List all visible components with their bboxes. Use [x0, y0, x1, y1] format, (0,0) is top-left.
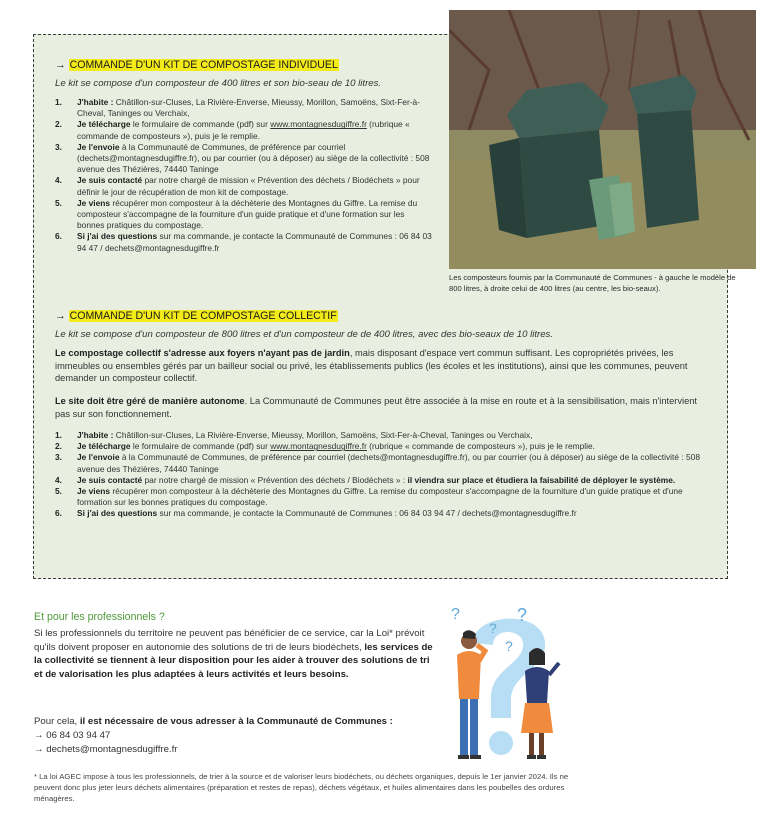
contact-paragraph: Pour cela, il est nécessaire de vous adresser à la Communauté de Communes : [34, 716, 393, 727]
section1-heading [55, 59, 339, 71]
phone-line [34, 729, 110, 743]
list-item: 2. Je télécharge le formulaire de commande (pdf) sur www.montagnesdugiffre.fr (rubrique « commande de composteurs »), puis je le remplie. [55, 119, 410, 141]
footnote: * La loi AGEC impose à tous les professionnels, de trier à la source et de valoriser leurs biodéchets, ou déchets organiques, depuis le 1er janvier 2024. Ils ne peuvent donc plus jeter leurs déchets alimentaires (préparation et restes de repas), déchets végétaux, et huiles alimentaires dans les poubelles des ordures ménagères. [34, 772, 569, 803]
section2-heading [55, 310, 338, 322]
professionals-paragraph: Si les professionnels du territoire ne peuvent pas bénéficier de ce service, car la Loi* prévoit qu'ils doivent proposer en autonomie des solutions de tri de leurs biodéchets, les services de la collectivité se tiennent à leur disposition pour les aider à trouver des solutions de tri et de valorisation les plus adaptées à leurs activités et leurs besoins. [34, 628, 433, 680]
arrow-right-icon: → [34, 730, 44, 741]
arrow-right-icon: → [55, 310, 66, 322]
svg-text:?: ? [489, 620, 497, 636]
website-link[interactable]: www.montagnesdugiffre.fr [270, 441, 367, 452]
professionals-title: Et pour les professionnels ? [34, 611, 165, 623]
autonomy-paragraph: Le site doit être géré de manière autonome. La Communauté de Communes peut être associée à la mise en route et à la sensibilisation, mais n'intervient pas sur son fonctionnement. [55, 396, 698, 419]
svg-text:?: ? [505, 638, 513, 654]
list-item: 4. Je suis contacté par notre chargé de mission « Prévention des déchets / Biodéchets » : il viendra sur place et étudiera la faisabilité de déployer le système. [55, 474, 676, 485]
section2-steps [55, 430, 705, 520]
list-item: 5. Je viens récupérer mon composteur à la déchèterie des Montagnes du Giffre. La remise du composteur s'accompagne de la fourniture d'un guide pratique et d'une formation sur les bonnes pratiques du compostage. [55, 486, 683, 508]
list-item: 4. Je suis contacté par notre chargé de mission « Prévention des déchets / Biodéchets » pour définir le jour de récupération de mon kit de compostage. [55, 175, 420, 197]
question-people-illustration [433, 603, 575, 765]
phone-number[interactable]: 06 84 03 94 47 [46, 730, 111, 741]
section2-intro: Le kit se compose d'un composteur de 800 litres et d'un composteur de de 400 litres, avec des bio-seaux de 10 litres. [55, 329, 554, 340]
list-item: 3. Je l'envoie à la Communauté de Communes, de préférence par courriel (dechets@montagnesdugiffre.fr), ou par courrier (ou à déposer) au siège de la collectivité : 508 avenue des Thézières, 74440 Taninge [55, 141, 430, 175]
list-item: 1. J'habite : Châtillon-sur-Cluses, La Rivière-Enverse, Mieussy, Morillon, Samoëns, Sixt-Fer-à-Cheval, Taninges ou Verchaix, [55, 430, 533, 440]
photo-caption: Les composteurs fournis par la Communauté de Communes - à gauche le modèle de 800 litres, à droite celui de 400 litres (au centre, les bio-seaux). [449, 273, 736, 293]
email-line [34, 743, 177, 757]
website-link[interactable]: www.montagnesdugiffre.fr [270, 119, 367, 130]
list-item: 3. Je l'envoie à la Communauté de Communes, de préférence par courriel (dechets@montagnesdugiffre.fr), ou par courrier (ou à déposer) au siège de la collectivité : 508 avenue des Thézières, 74440 Taninge [55, 452, 700, 474]
composter-photo-icon [449, 10, 756, 269]
section1-intro: Le kit se compose d'un composteur de 400 litres et son bio-seau de 10 litres. [55, 78, 382, 89]
question-people-icon [433, 603, 575, 765]
email-link[interactable]: dechets@montagnesdugiffre.fr [46, 744, 178, 755]
arrow-right-icon: → [55, 59, 66, 71]
section1-title: COMMANDE D'UN KIT DE COMPOSTAGE INDIVIDUEL [69, 59, 338, 71]
svg-text:?: ? [517, 605, 528, 625]
svg-text:?: ? [451, 606, 460, 623]
list-item: 6. Si j'ai des questions sur ma commande, je contacte la Communauté de Communes : 06 84 03 94 47 / dechets@montagnesdugiffre.fr [55, 231, 432, 253]
composters-photo [449, 10, 756, 269]
collective-paragraph: Le compostage collectif s'adresse aux foyers n'ayant pas de jardin, mais disposant d'espace vert commun suffisant. Les copropriétés privées, les immeubles ou ensembles gérés par un bailleur social ou privé, les établissements publics (les écoles et les institutions), ainsi que les communes, peuvent demander un composteur collectif. [55, 348, 688, 384]
section2-title: COMMANDE D'UN KIT DE COMPOSTAGE COLLECTIF [69, 310, 337, 322]
list-item: 6. Si j'ai des questions sur ma commande, je contacte la Communauté de Communes : 06 84 03 94 47 / dechets@montagnesdugiffre.fr [55, 508, 577, 519]
list-item: 5. Je viens récupérer mon composteur à la déchèterie des Montagnes du Giffre. La remise du composteur s'accompagne de la fourniture d'un guide pratique et d'une formation sur les bonnes pratiques du compostage. [55, 197, 418, 231]
list-item: 2. Je télécharge le formulaire de commande (pdf) sur www.montagnesdugiffre.fr (rubrique « commande de composteurs »), puis je le remplie. [55, 441, 595, 452]
arrow-right-icon: → [34, 744, 44, 755]
section1-steps [55, 97, 433, 254]
list-item: 1. J'habite : Châtillon-sur-Cluses, La Rivière-Enverse, Mieussy, Morillon, Samoëns, Sixt-Fer-à-Cheval, Taninges ou Verchaix, [55, 97, 420, 119]
